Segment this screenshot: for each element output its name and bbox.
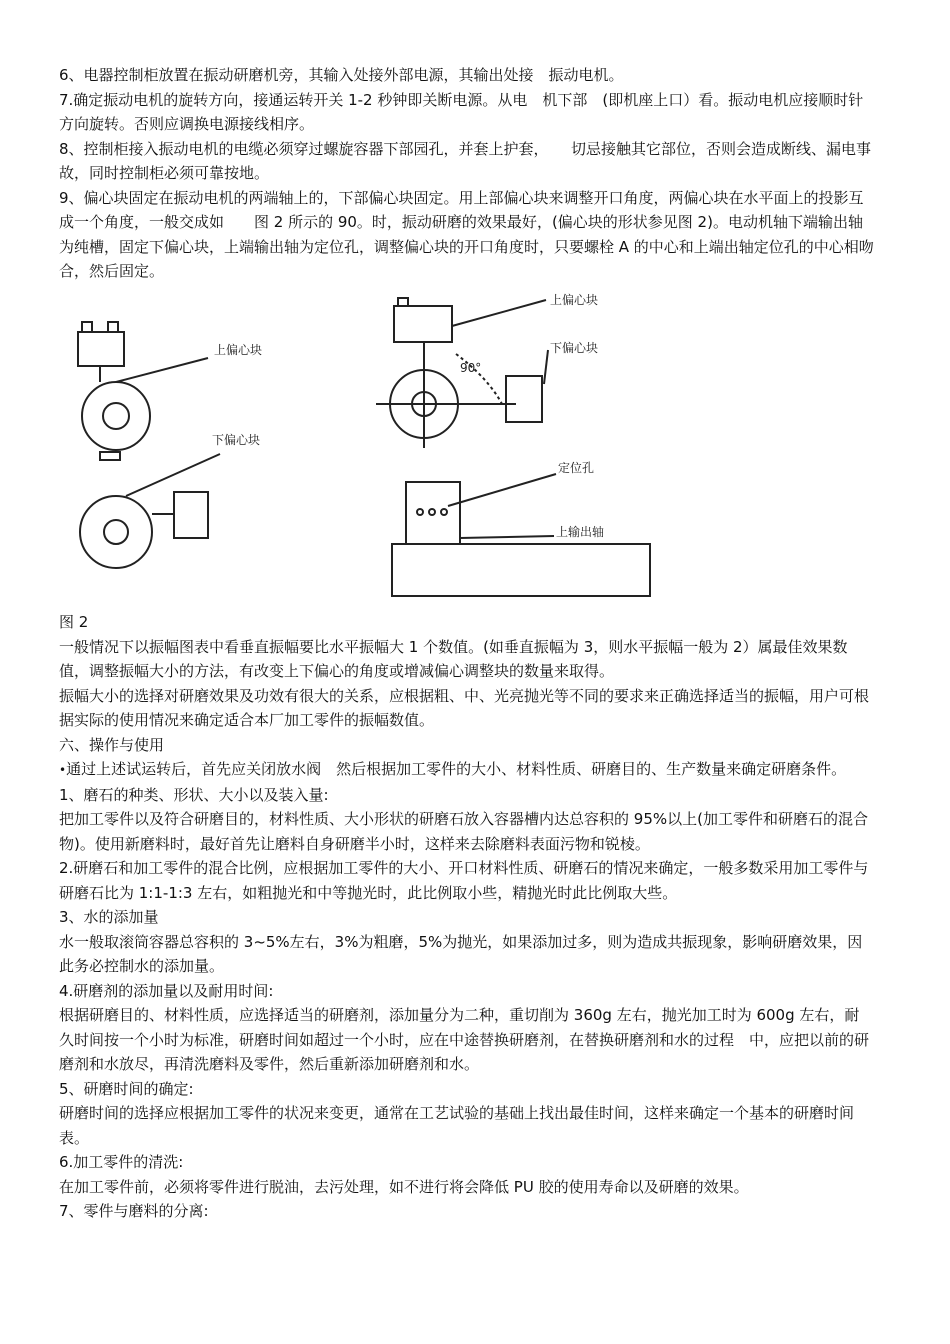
heading-abrasive-agent: 4.研磨剂的添加量以及耐用时间: xyxy=(59,981,274,1000)
paragraph-8: 8、控制柜接入振动电机的电缆必须穿过螺旋容器下部园孔，并套上护套， 切忌接触其它部位，否则会造成断线、漏电事故，同时控制柜必须可靠按地。 xyxy=(59,139,872,182)
amplitude-selection-paragraph: 振幅大小的选择对研磨效果及功效有很大的关系，应根据粗、中、光亮抛光等不同的要求来正确选择适当的振幅，用户可根据实际的使用情况来确定适合本厂加工零件的振幅数值。 xyxy=(59,686,870,729)
section-heading-operation: 六、操作与使用 xyxy=(59,735,165,754)
heading-separation: 7、零件与磨料的分离: xyxy=(59,1202,209,1220)
label-lower-eccentric-right: 下偏心块 xyxy=(550,341,599,355)
figure-caption: 图 2 xyxy=(59,613,89,631)
label-upper-eccentric-right: 上偏心块 xyxy=(550,293,599,307)
stone-paragraph: 把加工零件以及符合研磨目的，材料性质、大小形状的研磨石放入容器槽内达总容积的 95%以上(加工零件和研磨石的混合物)。使用新磨料时，最好首先让磨料自身研磨半小时，这样来去除磨料表面污物和锐棱。 xyxy=(59,810,868,853)
label-angle-90: 90° xyxy=(460,361,482,375)
paragraph-7: 7.确定振动电机的旋转方向，接通运转开关 1-2 秒钟即关断电源。从电 机下部 (即机座上口）看。振动电机应接顺时针方向旋转。否则应调换电源接线相序。 xyxy=(59,90,864,133)
body-text-block xyxy=(59,610,874,1224)
heading-grinding-time: 5、研磨时间的确定: xyxy=(59,1079,194,1098)
eccentric-block-drawing xyxy=(56,286,660,600)
heading-stone: 1、磨石的种类、形状、大小以及装入量: xyxy=(59,785,329,804)
amplitude-paragraph: 一般情况下以振幅图表中看垂直振幅要比水平振幅大 1 个数值。(如垂直振幅为 3，则水平振幅一般为 2）属最佳效果数值，调整振幅大小的方法，有改变上下偏心的角度或增减偏心调整块的数量来取得。 xyxy=(59,637,848,680)
heading-water: 3、水的添加量 xyxy=(59,908,159,926)
bullet-text: 通过上述试运转后，首先应关闭放水阀 然后根据加工零件的大小、材料性质、研磨目的、生产数量来确定研磨条件。 xyxy=(66,760,847,778)
heading-cleaning: 6.加工零件的清洗: xyxy=(59,1153,184,1171)
label-lower-eccentric-left: 下偏心块 xyxy=(212,433,261,447)
figure-2-diagram xyxy=(56,286,660,600)
label-upper-eccentric-left: 上偏心块 xyxy=(214,343,263,357)
paragraph-9: 9、偏心块固定在振动电机的两端轴上的，下部偏心块固定。用上部偏心块来调整开口角度，两偏心块在水平面上的投影互成一个角度，一般交成如 图 2 所示的 90。时，振动研磨的效果最好，(偏心块的形状参见图 2)。电动机轴下端输出轴为纯槽，固定下偏心块，上端输出轴为定位孔，调整偏心块的开口角度时，只要螺栓 A 的中心和上端出轴定位孔的中心相吻合，然后固定。 xyxy=(59,188,874,280)
label-upper-output-shaft: 上输出轴 xyxy=(556,525,605,539)
bullet-paragraph xyxy=(59,757,874,783)
cleaning-paragraph: 在加工零件前，必须将零件进行脱油，去污处理，如不进行将会降低 PU 胶的使用寿命以及研磨的效果。 xyxy=(59,1177,749,1196)
water-paragraph: 水一般取滚筒容器总容积的 3~5%左右，3%为粗磨，5%为抛光，如果添加过多，则为造成共振现象，影响研磨效果，因此务必控制水的添加量。 xyxy=(59,932,863,975)
paragraph-6: 6、电器控制柜放置在振动研磨机旁，其输入处接外部电源，其输出处接 振动电机。 xyxy=(59,66,624,84)
abrasive-agent-paragraph: 根据研磨目的、材料性质，应选择适当的研磨剂，添加量分为二种，重切削为 360g 左右，抛光加工时为 600g 左右，耐久时间按一个小时为标准，研磨时间如超过一个小时，应在中途替换研磨剂，在替换研磨剂和水的过程 中，应把以前的研磨剂和水放尽，再清洗磨料及零件，然后重新添加研磨剂和水。 xyxy=(59,1006,870,1073)
top-text-block xyxy=(59,63,874,284)
label-positioning-hole: 定位孔 xyxy=(558,461,595,475)
bullet-icon: • xyxy=(59,763,67,777)
grinding-time-paragraph: 研磨时间的选择应根据加工零件的状况来变更，通常在工艺试验的基础上找出最佳时间，这样来确定一个基本的研磨时间表。 xyxy=(59,1104,855,1147)
mix-ratio-paragraph: 2.研磨石和加工零件的混合比例，应根据加工零件的大小、开口材料性质、研磨石的情况来确定，一般多数采用加工零件与研磨石比为 1:1-1:3 左右，如粗抛光和中等抛光时，此比例取小些，精抛光时此比例取大些。 xyxy=(59,859,869,902)
